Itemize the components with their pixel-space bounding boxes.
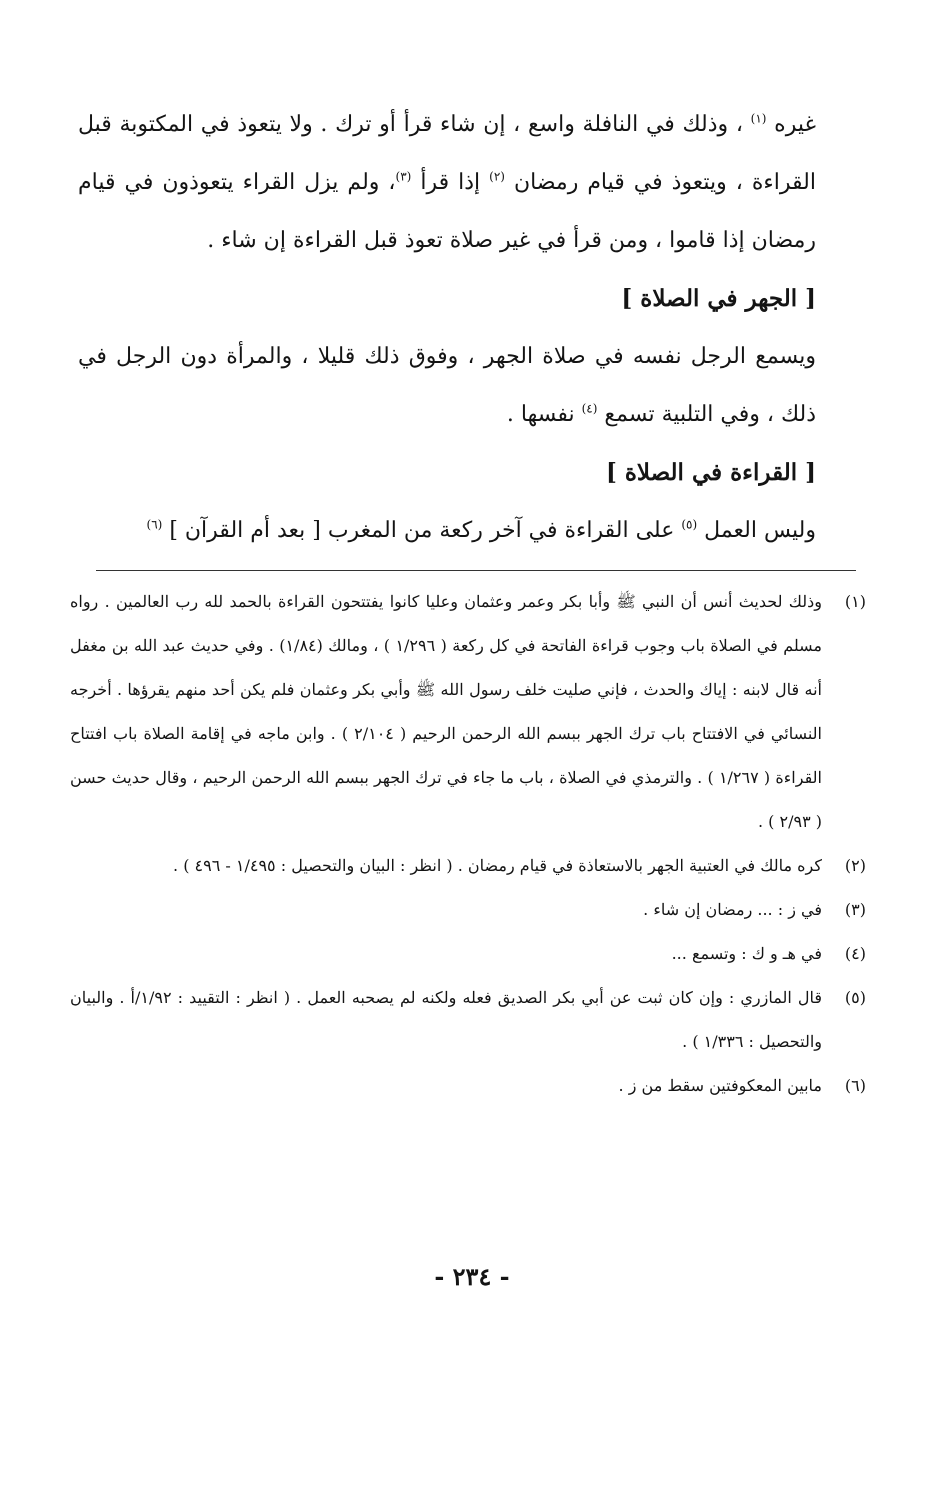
footnote-ref[interactable]: (٢) (489, 169, 505, 184)
footnote-text: كره مالك في العتبية الجهر بالاستعاذة في قيام رمضان . ( انظر : البيان والتحصيل : ١/٤٩٥ - ٤٩٦ ) . (173, 856, 822, 875)
footnote-number: (١) (844, 592, 866, 611)
footnote-number: (٥) (844, 988, 866, 1007)
footnote-ref[interactable]: (٣) (395, 169, 412, 184)
footnote-text: مابين المعكوفتين سقط من ز . (618, 1076, 822, 1095)
text-run: ويسمع الرجل نفسه في صلاة الجهر ، وفوق ذلك قليلا ، والمرأة دون الرجل في ذلك ، وفي التلبية تسمع (78, 344, 816, 427)
text-run: على القراءة في آخر ركعة من المغرب [ بعد أم القرآن ] (169, 518, 675, 543)
footnote-ref[interactable]: (١) (750, 111, 767, 126)
footnote-ref[interactable]: (٤) (581, 401, 598, 416)
footnote-text: في ز : ... رمضان إن شاء . (643, 900, 822, 919)
section-heading: [ الجهر في الصلاة ] (621, 285, 816, 312)
main-text (78, 96, 816, 560)
text-run: ، ولم يزل القراء يتعوذون في قيام رمضان إذا قاموا ، ومن قرأ في غير صلاة تعوذ قبل القراءة إن شاء . (78, 170, 816, 253)
footnote-text: وذلك لحديث أنس أن النبي ﷺ وأبا بكر وعمر وعثمان وعليا كانوا يفتتحون القراءة بالحمد لله رب العالمين . رواه مسلم في الصلاة باب وجوب قراءة الفاتحة في كل ركعة ( ١/٢٩٦ ) ، ومالك (١/٨٤) . وفي حديث عبد الله بن مغفل أنه قال لابنه : إياك والحدث ، فإني صليت خلف رسول الله ﷺ وأبي بكر وعثمان فلم يكن أحد منهم يقرؤها . أخرجه النسائي في الافتتاح باب ترك الجهر ببسم الله الرحمن الرحيم ( ٢/١٠٤ ) . وابن ماجه في إقامة الصلاة باب افتتاح القراءة ( ١/٢٦٧ ) . والترمذي في الصلاة ، باب ما جاء في ترك الجهر ببسم الله الرحمن الرحيم ، وقال حديث حسن ( ٢/٩٣ ) . (70, 592, 823, 831)
paragraph (78, 328, 816, 444)
footnote-item (70, 932, 866, 976)
footnote-ref[interactable]: (٦) (146, 517, 163, 532)
footnote-item (70, 1064, 866, 1108)
text-run: غيره (774, 112, 816, 137)
paragraph (78, 502, 816, 560)
footnotes (70, 580, 866, 1108)
footnote-item (70, 844, 866, 888)
footnote-text: في هـ و ك : وتسمع ... (671, 944, 822, 963)
footnote-item (70, 888, 866, 932)
text-run: ، وذلك في النافلة واسع ، إن شاء قرأ أو ترك . ولا يتعوذ في المكتوبة قبل القراءة ، ويتعوذ في قيام رمضان (78, 112, 816, 195)
section-heading: [ القراءة في الصلاة ] (605, 459, 816, 486)
paragraph (78, 96, 816, 270)
footnote-item (70, 580, 866, 844)
footnote-text: قال المازري : وإن كان ثبت عن أبي بكر الصديق فعله ولكنه لم يصحبه العمل . ( انظر : التقييد : ١/٩٢/أ . والبيان والتحصيل : ١/٣٣٦ ) . (70, 988, 823, 1051)
page-number: - ٢٣٤ - (434, 1262, 510, 1291)
footnote-ref[interactable]: (٥) (681, 517, 698, 532)
footnote-number: (٤) (844, 944, 866, 963)
text-run: إذا قرأ (420, 170, 481, 195)
footnote-number: (٣) (844, 900, 866, 919)
footnote-item (70, 976, 866, 1064)
footnote-divider (96, 570, 856, 571)
text-run: نفسها . (506, 402, 575, 427)
footnote-number: (٦) (844, 1076, 866, 1095)
text-run: وليس العمل (704, 518, 816, 543)
footnote-number: (٢) (844, 856, 866, 875)
